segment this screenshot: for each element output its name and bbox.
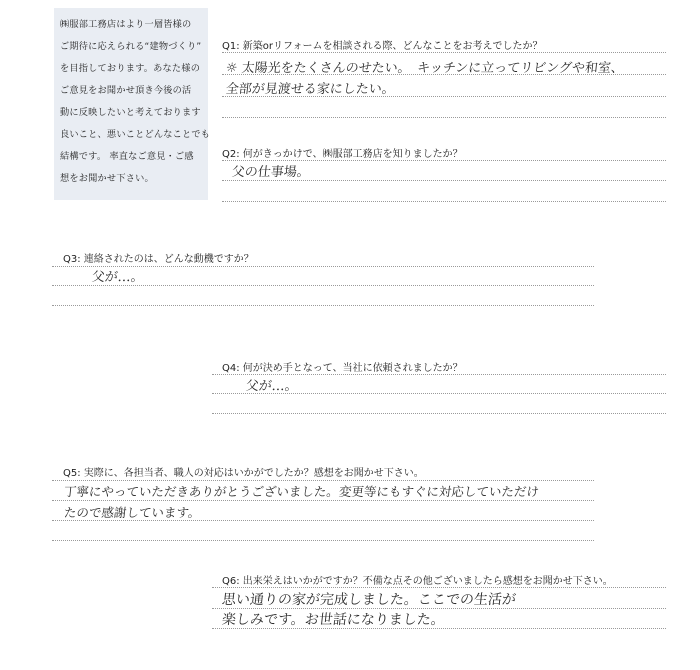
answer-5-line-2: たので感謝しています。 <box>63 505 202 520</box>
answer-line <box>222 52 666 53</box>
answer-line <box>52 480 594 481</box>
answer-line <box>52 500 594 501</box>
question-5-label: Q5: 実際に、各担当者、職人の対応はいかがでしたか？感想をお聞かせ下さい。 <box>63 468 424 479</box>
answer-line <box>52 285 594 286</box>
answer-line <box>212 413 666 414</box>
answer-line <box>212 393 666 394</box>
answer-line <box>222 74 666 75</box>
intro-line: 想をお聞かせ下さい。 <box>60 173 154 184</box>
intro-line: を目指しております。あなた様の <box>60 63 201 74</box>
intro-line: 動に反映したいと考えております <box>60 107 201 118</box>
question-6-label: Q6: 出来栄えはいかがですか？不備な点その他ございましたら感想をお聞かせ下さい。 <box>222 576 613 587</box>
intro-line: ㈱服部工務店はより一層皆様の <box>60 19 192 30</box>
answer-line <box>212 587 666 588</box>
question-4-label: Q4: 何が決め手となって、当社に依頼されましたか？ <box>222 363 463 374</box>
question-1-label: Q1: 新築orリフォームを相談される際、どんなことをお考えでしたか？ <box>222 41 543 52</box>
answer-2-line-1: 父の仕事場。 <box>231 165 311 180</box>
intro-line: ご期待に応えられる“建物づくり” <box>60 41 202 52</box>
question-3-label: Q3: 連絡されたのは、どんな動機ですか？ <box>63 254 254 265</box>
intro-line: 結構です。 率直なご意見・ご感 <box>60 151 194 162</box>
answer-line <box>222 201 666 202</box>
answer-1-line-2: 全部が見渡せる家にしたい。 <box>225 82 396 97</box>
answer-line <box>52 520 594 521</box>
answer-3-line-1: 父が…。 <box>91 270 145 285</box>
answer-line <box>222 180 666 181</box>
answer-6-line-2: 楽しみです。お世話になりました。 <box>221 612 446 628</box>
answer-6-line-1: 思い通りの家が完成しました。ここでの生活が <box>221 592 517 608</box>
answer-line <box>222 96 666 97</box>
answer-line <box>52 305 594 306</box>
intro-line: ご意見をお聞かせ頂き今後の活 <box>60 85 192 96</box>
answer-line <box>222 117 666 118</box>
answer-line <box>52 540 594 541</box>
intro-box <box>54 8 211 200</box>
answer-4-line-1: 父が…。 <box>245 379 299 394</box>
answer-5-line-1: 丁寧にやっていただきありがとうございました。変更等にもすぐに対応していただけ <box>63 484 540 499</box>
intro-line: 良いこと、悪いことどんなことでも <box>60 129 211 140</box>
question-2-label: Q2: 何がきっかけで、㈱服部工務店を知りましたか？ <box>222 149 463 160</box>
answer-1-line-1: ☼ 太陽光をたくさんのせたい。 キッチンに立ってリビングや和室、 <box>225 61 625 76</box>
answer-line <box>212 628 666 629</box>
